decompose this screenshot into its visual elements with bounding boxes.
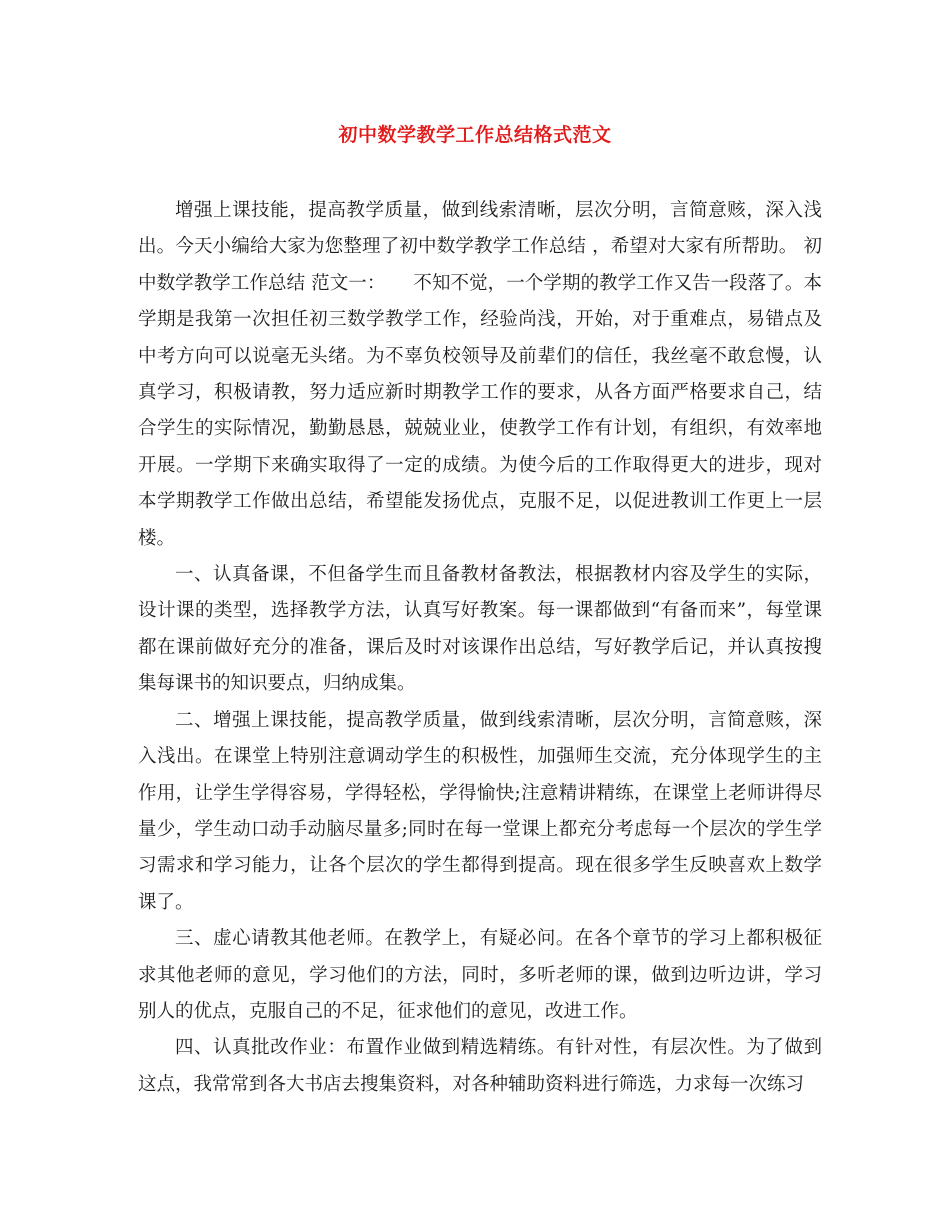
paragraph-section-1: 一、认真备课，不但备学生而且备教材备教法，根据教材内容及学生的实际，设计课的类型，选择教学方法，认真写好教案。每一课都做到“有备而来”，每堂课都在课前做好充分的准备，课后及时对该课作出总结，写好教学后记，并认真按搜集每课书的知识要点，归纳成集。 — [138, 564, 822, 695]
document-body — [138, 193, 822, 1103]
paragraph-intro: 增强上课技能，提高教学质量，做到线索清晰，层次分明，言简意赅，深入浅出。今天小编给大家为您整理了初中数学教学工作总结 ，希望对大家有所帮助。 初中数学教学工作总结 范文一： 不知不觉，一个学期的教学工作又告一段落了。本学期是我第一次担任初三数学教学工作，经验尚浅，开始，对于重难点，易错点及中考方向可以说毫无头绪。为不辜负校领导及前辈们的信任，我丝毫不敢怠慢，认真学习，积极请教，努力适应新时期教学工作的要求，从各方面严格要求自己，结合学生的实际情况，勤勤恳恳，兢兢业业，使教学工作有计划，有组织，有效率地开展。一学期下来确实取得了一定的成绩。为使今后的工作取得更大的进步，现对本学期教学工作做出总结，希望能发扬优点，克服不足，以促进教训工作更上一层楼。 — [138, 200, 822, 549]
document-title: 初中数学教学工作总结格式范文 — [338, 124, 612, 146]
paragraph-section-2: 二、增强上课技能，提高教学质量，做到线索清晰，层次分明，言简意赅，深入浅出。在课堂上特别注意调动学生的积极性，加强师生交流，充分体现学生的主作用，让学生学得容易，学得轻松，学得愉快;注意精讲精练，在课堂上老师讲得尽量少，学生动口动手动脑尽量多;同时在每一堂课上都充分考虑每一个层次的学生学习需求和学习能力，让各个层次的学生都得到提高。现在很多学生反映喜欢上数学课了。 — [138, 709, 822, 913]
paragraph-section-4: 四、认真批改作业：布置作业做到精选精练。有针对性，有层次性。为了做到这点，我常常到各大书店去搜集资料，对各种辅助资料进行筛选，力求每一次练习 — [138, 1037, 822, 1095]
paragraph-section-3: 三、虚心请教其他老师。在教学上，有疑必问。在各个章节的学习上都积极征求其他老师的意见，学习他们的方法，同时，多听老师的课，做到边听边讲，学习别人的优点，克服自己的不足，征求他们的意见，改进工作。 — [138, 928, 822, 1022]
